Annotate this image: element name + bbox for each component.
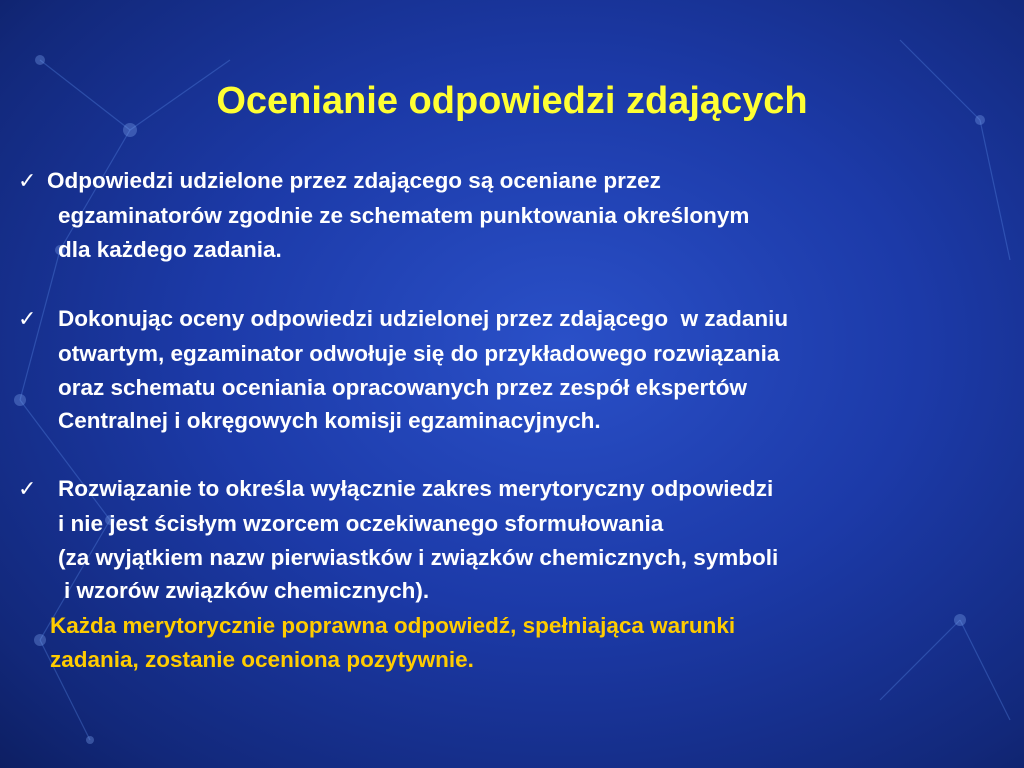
bullet-2-line-3: oraz schematu oceniania opracowanych przez zespół ekspertów	[58, 375, 747, 400]
bullet-1-line-2: egzaminatorów zgodnie ze schematem punktowania określonym	[58, 203, 750, 228]
bullet-1-line-3: dla każdego zadania.	[58, 237, 282, 262]
check-icon: ✓	[18, 476, 37, 501]
emphasis-line-1: Każda merytorycznie poprawna odpowiedź, spełniająca warunki	[50, 613, 736, 638]
bullet-1-line-1: Odpowiedzi udzielone przez zdającego są oceniane przez	[47, 168, 661, 193]
bullet-2-line-1: Dokonując oceny odpowiedzi udzielonej przez zdającego w zadaniu	[58, 306, 789, 331]
emphasis-line-2: zadania, zostanie oceniona pozytywnie.	[50, 647, 474, 672]
bullet-3-line-2: i nie jest ścisłym wzorcem oczekiwanego sformułowania	[58, 511, 664, 536]
check-icon: ✓	[18, 306, 37, 331]
bullet-3-line-1: Rozwiązanie to określa wyłącznie zakres merytoryczny odpowiedzi	[58, 476, 774, 501]
bullet-3-line-4: i wzorów związków chemicznych).	[64, 578, 430, 603]
slide-title: Ocenianie odpowiedzi zdających	[216, 80, 808, 122]
bullet-2-line-4: Centralnej i okręgowych komisji egzaminacyjnych.	[58, 408, 601, 433]
bullet-3-line-3: (za wyjątkiem nazw pierwiastków i związków chemicznych, symboli	[58, 545, 779, 570]
bullet-2-line-2: otwartym, egzaminator odwołuje się do przykładowego rozwiązania	[58, 341, 780, 366]
check-icon: ✓	[18, 168, 37, 193]
